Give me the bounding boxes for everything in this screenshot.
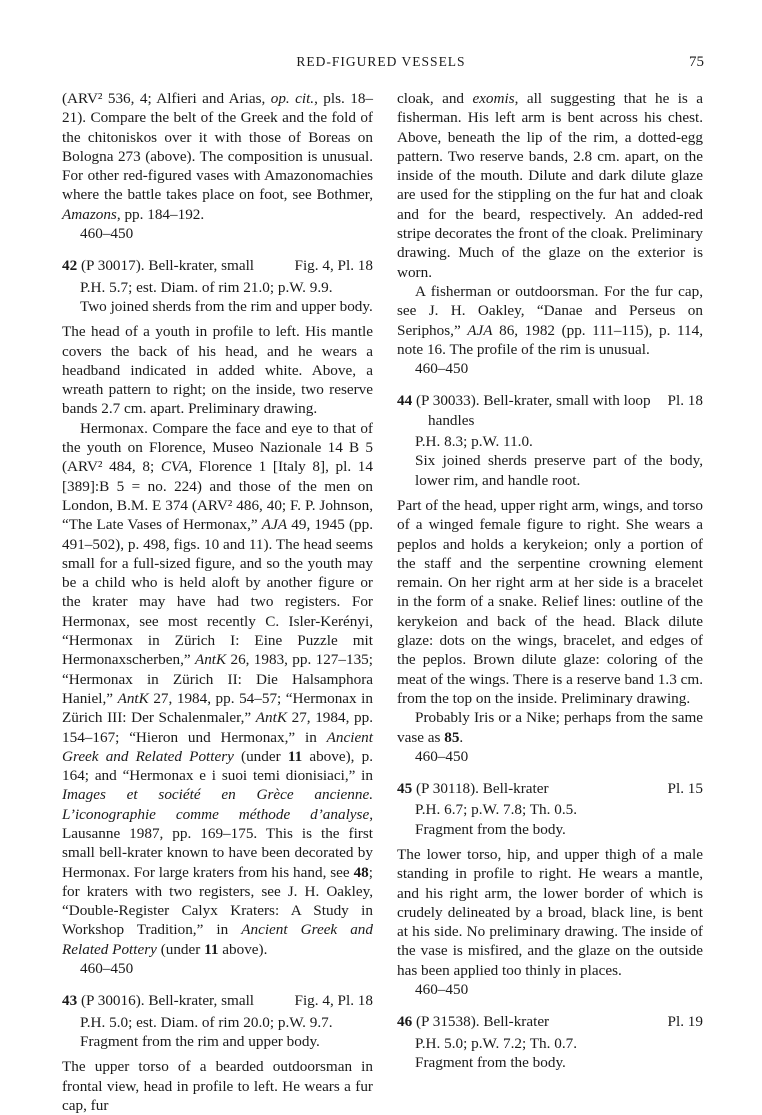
running-title: RED-FIGURED VESSELS: [296, 54, 466, 69]
entry-45-condition: Fragment from the body.: [415, 820, 566, 838]
entry-42-commentary: Hermonax. Compare the face and eye to that of the youth on Florence, Museo Nazionale 14 B 5 (ARV² 484, 8; CVA, Florence 1 [Italy 8], pl. 14 [389]:B 5 = no. 224) and those of the men on London, B.M. E 374 (ARV² 486, 40; F. P. Johnson, “The Late Vases of Hermonax,” AJA 49, 1945 (pp. 491–502), p. 498, figs. 10 and 11). The head seems small for a full-sized figure, and so the youth may be a child who is held aloft by another figure or the krater may have had two registers. For Hermonax, see most recently C. Isler-Kerényi, “Hermonax in Zürich I: Eine Puzzle mit Hermonaxscherben,” AntK 26, 1983, pp. 127–135; “Hermonax in Zürich II: Die Halsamphora Haniel,” AntK 27, 1984, pp. 54–57; “Hermonax in Zürich III: Der Schalenmaler,” AntK 27, 1984, pp. 154–167; “Hieron und Hermonax,” in Ancient Greek and Related Pottery (under 11 above), p. 164; and “Hermonax e i suoi temi dionisiaci,” in Images et société en Grèce ancienne. L’iconographie comme méthode d’analyse, Lausanne 1987, pp. 169–175. This is the first small bell-krater known to have been decorated by Hermonax. For large kraters from his hand, see 48; for kraters with two registers, see J. H. Oakley, “Double-Register Calyx Kraters: A Study in Workshop Tradition,” in Ancient Greek and Related Pottery (under 11 above).: [62, 419, 374, 958]
entry-44-date: 460–450: [415, 747, 469, 765]
entry-46-condition: Fragment from the body.: [415, 1053, 566, 1071]
entry-44-heading: [397, 391, 703, 430]
entry-43-description-continued: cloak, and exomis, all suggesting that he is a fisherman. His left arm is bent across his chest. Above, beneath the lip of the rim, a dotted-egg pattern. Two reserve bands, 2.8 cm. apart, on the inside of the mouth. Dilute and dark dilute glaze are used for the stippling on the fur hat and cloak and for the beard, respectively. An added-red stripe decorates the front of the cloak. Preliminary drawing. Much of the glaze on the exterior is worn.: [397, 90, 703, 281]
entry-44-title: 44 (P 30033). Bell-krater, small with loop: [397, 392, 651, 410]
entry-43-heading: [62, 991, 373, 1010]
intro-reference: (ARV² 536, 4; Alfieri and Arias, op. cit., pls. 18–21). Compare the belt of the Greek and the fold of the chitoniskos over it with those of Boreas on Bologna 273 (above). The composition is unusual. For other red-figured vases with Amazonomachies where the battle takes place on foot, see Bothmer, Amazons, pp. 184–192.: [62, 90, 374, 223]
entry-43-title: 43 (P 30016). Bell-krater, small: [62, 992, 255, 1010]
entry-44-title-continued: handles: [428, 411, 475, 429]
entry-45-figures: Pl. 15: [667, 780, 703, 798]
entry-43-description-start: The upper torso of a bearded outdoorsman in frontal view, head in profile to left. He wears a fur cap, fur: [62, 1058, 373, 1114]
entry-45-date: 460–450: [415, 981, 469, 999]
entry-44-description: Part of the head, upper right arm, wings, and torso of a winged female figure to right. She wears a peplos and holds a kerykeion; only a portion of the staff and the serpentine crowning element remain. On her right arm at her side is a bracelet in the form of a snake. Relief lines: outline of the kerykeion and back of the head. Black dilute glaze: dots on the wings, bracelet, and edges of the peplos. Brown dilute glaze: coloring of the meat of the wings. There is a reserve band 1.3 cm. from the top on the inside. Preliminary drawing.: [397, 496, 703, 707]
entry-45-title: 45 (P 30118). Bell-krater: [397, 780, 549, 798]
entry-42-condition: Two joined sherds from the rim and upper body.: [80, 297, 373, 315]
entry-46-dimensions: P.H. 5.0; p.W. 7.2; Th. 0.7.: [415, 1034, 578, 1052]
entry-44-dimensions: P.H. 8.3; p.W. 11.0.: [415, 433, 533, 451]
entry-42-heading: [62, 256, 373, 275]
entry-43-date: 460–450: [415, 360, 469, 378]
entry-46-heading: [397, 1012, 703, 1031]
entry-43-dimensions: P.H. 5.0; est. Diam. of rim 20.0; p.W. 9.7.: [80, 1013, 333, 1031]
entry-46-figures: Pl. 19: [667, 1013, 703, 1031]
entry-42-date: 460–450: [80, 960, 134, 978]
left-column: [62, 89, 373, 1115]
entry-43-condition: Fragment from the rim and upper body.: [80, 1032, 320, 1050]
entry-42-title: 42 (P 30017). Bell-krater, small: [62, 257, 255, 275]
entry-44-commentary: Probably Iris or a Nike; perhaps from the same vase as 85.: [397, 709, 703, 746]
entry-42-figures: Fig. 4, Pl. 18: [294, 257, 373, 275]
entry-42-dimensions: P.H. 5.7; est. Diam. of rim 21.0; p.W. 9.9.: [80, 278, 333, 296]
entry-44-figures: Pl. 18: [667, 392, 703, 410]
page-header: [58, 54, 704, 74]
entry-42-description: The head of a youth in profile to left. His mantle covers the back of his head, and he wears a headband indicated in added white. Above, a wreath pattern to right; on the inside, two reserve bands 2.7 cm. apart. Preliminary drawing.: [62, 323, 373, 418]
entry-45-dimensions: P.H. 6.7; p.W. 7.8; Th. 0.5.: [415, 801, 578, 819]
entry-44-condition: Six joined sherds preserve part of the body, lower rim, and handle root.: [415, 452, 703, 489]
intro-date: 460–450: [80, 225, 134, 243]
right-column: [397, 89, 703, 1072]
entry-43-commentary: A fisherman or outdoorsman. For the fur cap, see J. H. Oakley, “Danae and Perseus on Seriphos,” AJA 86, 1982 (pp. 111–115), p. 114, note 16. The profile of the rim is unusual.: [397, 282, 703, 358]
entry-45-description: The lower torso, hip, and upper thigh of a male standing in profile to right. He wears a mantle, and his right arm, the lower border of which is crudely delineated by a broad, black line, is bent at his side. No preliminary drawing. The inside of the vase is misfired, and the glaze on the outside has been applied too thinly in places.: [397, 845, 703, 979]
entry-45-heading: [397, 779, 703, 798]
entry-43-figures: Fig. 4, Pl. 18: [294, 992, 373, 1010]
entry-46-title: 46 (P 31538). Bell-krater: [397, 1013, 550, 1031]
page-number: 75: [689, 54, 704, 70]
